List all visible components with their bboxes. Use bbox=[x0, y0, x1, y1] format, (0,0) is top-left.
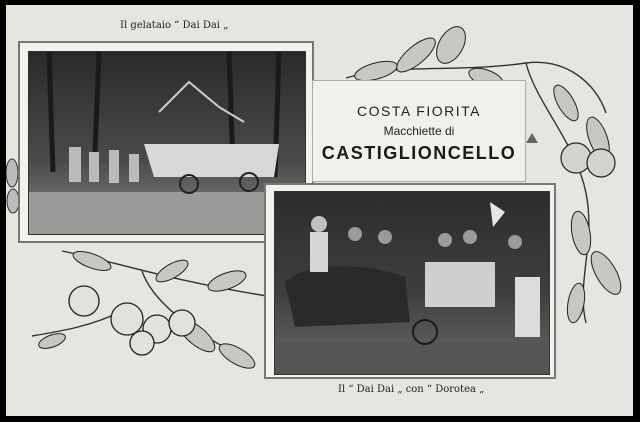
title-line-macchiette: Macchiette di bbox=[383, 124, 455, 138]
title-panel bbox=[312, 80, 526, 182]
ox-cart-photo bbox=[274, 191, 550, 375]
pomegranate-branch-bottom-left-illustration bbox=[22, 241, 272, 381]
bottom-photo-frame bbox=[264, 183, 556, 379]
title-line-castiglioncello: CASTIGLIONCELLO bbox=[321, 143, 517, 163]
postcard bbox=[6, 5, 633, 416]
title-line-costa-fiorita: COSTA FIORITA bbox=[357, 103, 481, 119]
bottom-photo-caption: Il “ Dai Dai „ con “ Dorotea „ bbox=[338, 384, 485, 395]
top-photo-caption: Il gelataio “ Dai Dai „ bbox=[120, 20, 229, 31]
